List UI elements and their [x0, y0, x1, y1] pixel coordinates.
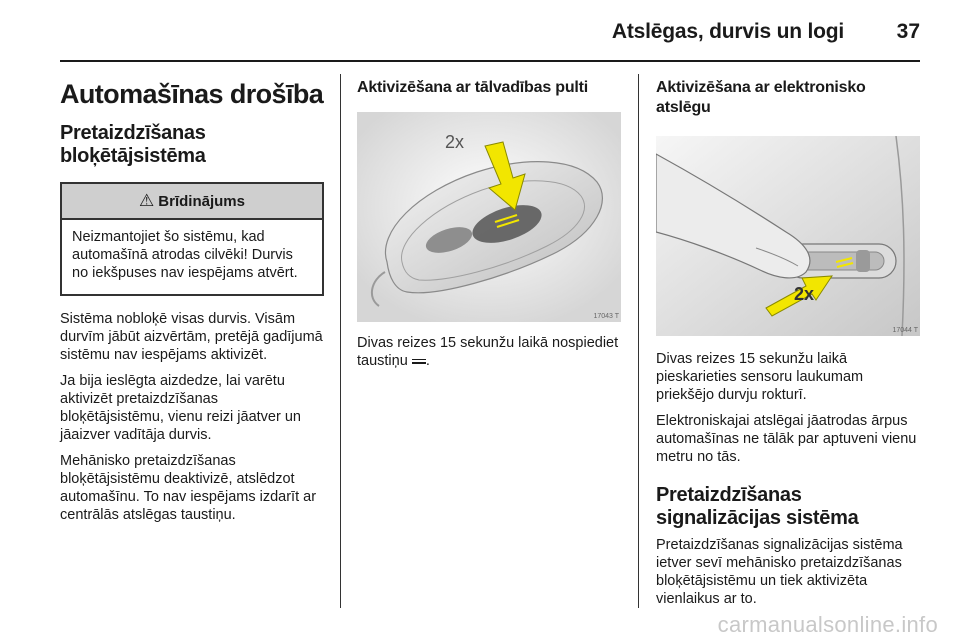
section-heading: Pretaizdzīšanas signalizācijas sistēma	[656, 484, 859, 529]
paragraph: Divas reizes 15 sekunžu laikā pieskarieties sensoru laukumam priekšējo durvju rokturī.	[656, 351, 864, 403]
page-number: 37	[896, 20, 920, 43]
instruction-text: Divas reizes 15 sekunžu laikā nospiediet taustiņu	[357, 335, 619, 369]
section-heading: Pretaizdzīšanas bloķētājsistēma	[60, 122, 206, 167]
header-rule	[60, 60, 920, 62]
chapter-title: Automašīnas drošība	[60, 79, 324, 109]
watermark: carmanualsonline.info	[717, 612, 938, 637]
warning-label: Brīdinājums	[158, 192, 245, 210]
paragraph: Pretaizdzīšanas signalizācijas sistēma ietver sevī mehānisko pretaizdzīšanas bloķētājsistēmu un tiek aktivizēta vienlaikus ar to.	[656, 537, 903, 607]
figure-number: 17043 T	[593, 313, 619, 320]
section-heading: Aktivizēšana ar tālvadības pulti	[357, 79, 589, 96]
paragraph: Mehānisko pretaizdzīšanas bloķētājsistēmu deaktivizē, atslēdzot automašīnu. To nav iespējams izdarīt ar centrālās atslēgas taustiņu.	[60, 453, 317, 523]
column-divider	[638, 74, 639, 608]
paragraph: Divas reizes 15 sekunžu laikā nospiediet taustiņu .	[357, 335, 619, 369]
lock-button-icon	[412, 357, 426, 365]
column-left	[60, 72, 324, 524]
column-middle	[357, 72, 621, 370]
warning-header	[62, 184, 322, 220]
column-right	[656, 72, 922, 608]
paragraph: Ja bija ieslēgta aizdedze, lai varētu aktivizēt pretaizdzīšanas bloķētājsistēmu, vienu reizi jāatver un jāaizver vadītāja durvis.	[60, 373, 301, 443]
press-count-label: 2x	[445, 132, 465, 152]
page-header	[60, 14, 920, 62]
paragraph: Elektroniskajai atslēgai jāatrodas ārpus automašīnas ne tālāk par aptuveni vienu metru no tās.	[656, 413, 917, 465]
door-handle-illustration	[656, 136, 920, 336]
section-title: Atslēgas, durvis un logi	[611, 20, 844, 43]
warning-box	[60, 182, 324, 296]
warning-text: Neizmantojiet šo sistēmu, kad automašīnā atrodas cilvēki! Durvis no iekšpuses nav iespējams atvērt.	[72, 229, 298, 281]
remote-key-figure	[357, 112, 621, 322]
warning-triangle-icon: ⚠	[139, 191, 155, 210]
door-handle-figure	[656, 136, 920, 336]
figure-number: 17044 T	[892, 327, 918, 334]
remote-key-illustration	[357, 112, 621, 322]
column-divider	[340, 74, 341, 608]
touch-count-label: 2x	[794, 284, 815, 304]
paragraph: Sistēma nobloķē visas durvis. Visām durvīm jābūt aizvērtām, pretējā gadījumā sistēmu nav iespējams aktivizēt.	[60, 311, 323, 363]
section-heading: Aktivizēšana ar elektronisko atslēgu	[656, 79, 866, 116]
